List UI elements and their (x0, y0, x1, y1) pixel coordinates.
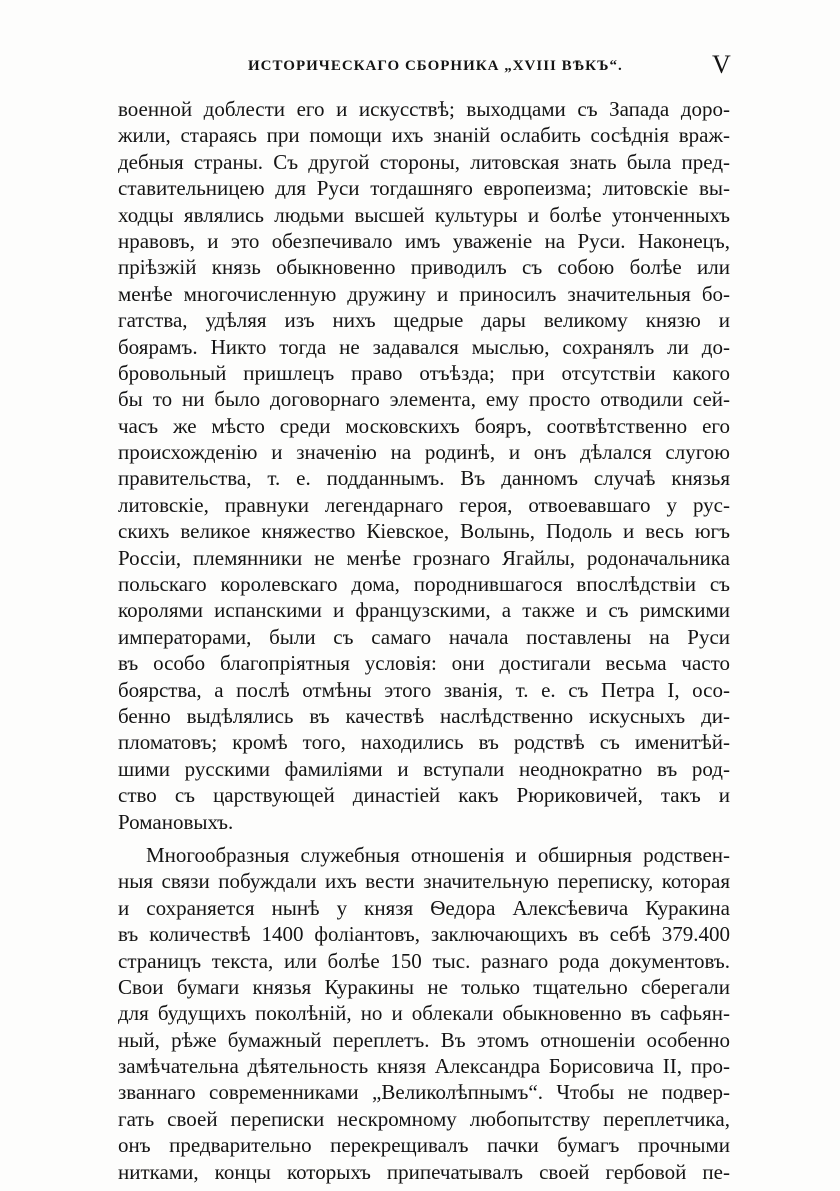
text-line: бы то ни было договорнаго элемента, ему просто отводили сей- (118, 387, 730, 412)
text-line: Романовыхъ. (118, 809, 234, 834)
text-line: нравовъ, и это обезпечивало имъ уваженіе на Руси. Наконецъ, (118, 228, 730, 253)
text-line: скихъ великое княжество Кіевское, Волынь, Подоль и весь югъ (118, 519, 730, 544)
text-line: ставительницею для Руси тогдашняго европеизма; литовскіе вы- (118, 176, 730, 201)
text-line: шими русскими фамиліями и вступали неоднократно въ род- (118, 756, 730, 781)
text-line: военной доблести его и искусствѣ; выходцами съ Запада доро- (118, 97, 730, 121)
page-number: V (712, 50, 732, 79)
text-line: въ количествѣ 1400 фоліантовъ, заключающихъ въ себѣ 379.400 (118, 922, 730, 947)
text-line: въ особо благопріятныя условія: они достигали весьма часто (118, 651, 730, 676)
text-line: ство съ царствующей династіей какъ Рюриковичей, такъ и (118, 783, 730, 808)
paragraph-2 (118, 842, 730, 1185)
text-line: званнаго современниками „Великолѣпнымъ“. Чтобы не подвер- (118, 1080, 730, 1105)
text-line: пріѣзжій князь обыкновенно приводилъ съ собою болѣе или (118, 255, 730, 280)
text-line: замѣчательна дѣятельность князя Александра Борисовича II, про- (118, 1054, 730, 1079)
text-line: и сохраняется нынѣ у князя Ѳедора Алексѣевича Куракина (118, 895, 730, 920)
text-line: гатства, удѣляя изъ нихъ щедрые дары великому князю и (118, 308, 730, 333)
text-line: пломатовъ; кромѣ того, находились въ родствѣ съ именитѣй- (118, 730, 730, 755)
text-line: литовскіе, правнуки легендарнаго героя, отвоевавшаго у рус- (118, 492, 730, 517)
text-line: онъ предварительно перекрещивалъ пачки бумагъ прочными (118, 1133, 730, 1158)
paragraph-1 (118, 96, 730, 835)
text-line: часъ же мѣсто среди московскихъ бояръ, соотвѣтственно его (118, 413, 730, 438)
text-line: жили, стараясь при помощи ихъ знаній ослабить сосѣднія враж- (118, 123, 730, 148)
text-line: дебныя страны. Съ другой стороны, литовская знать была пред- (118, 149, 730, 174)
text-line: ный, рѣже бумажный переплетъ. Въ этомъ отношеніи особенно (118, 1027, 730, 1052)
text-line: боярамъ. Никто тогда не задавался мыслью, сохранялъ ли до- (118, 334, 730, 359)
text-line: боярства, а послѣ отмѣны этого званія, т. е. съ Петра I, осо- (118, 677, 730, 702)
text-line: Многообразныя служебныя отношенія и обширныя родствен- (146, 842, 730, 867)
text-line: ныя связи побуждали ихъ вести значительную переписку, которая (118, 869, 730, 894)
paragraph-gap (118, 835, 730, 842)
text-line: для будущихъ поколѣній, но и облекали обыкновенно въ сафьян- (118, 1001, 730, 1026)
text-line: Свои бумаги князья Куракины не только тщательно сберегали (118, 974, 730, 999)
text-line: страницъ текста, или болѣе 150 тыс. разнаго рода документовъ. (118, 948, 730, 973)
text-line: польскаго королевскаго дома, породнившагося впослѣдствіи съ (118, 572, 730, 597)
body-text (118, 96, 730, 1185)
text-line: менѣе многочисленную дружину и приносилъ значительныя бо- (118, 281, 730, 306)
text-line: происхожденію и значенію на родинѣ, и онъ дѣлался слугою (118, 440, 730, 465)
text-line: королями испанскими и французскими, а также и съ римскими (118, 598, 730, 623)
text-line: бровольный пришлецъ право отъѣзда; при отсутствіи какого (118, 360, 730, 385)
text-line: Россіи, племянники не менѣе грознаго Ягайлы, родоначальника (118, 545, 730, 570)
text-line: бенно выдѣлялись въ качествѣ наслѣдственно искусныхъ ди- (118, 703, 730, 728)
running-title: ИСТОРИЧЕСКАГО СБОРНИКА „XVIII ВѢКЪ“. (248, 58, 623, 74)
text-line: гать своей переписки нескромному любопытству переплетчика, (118, 1106, 730, 1131)
text-line: правительства, т. е. подданнымъ. Въ данномъ случаѣ князья (118, 466, 730, 491)
text-line: императорами, были съ самаго начала поставлены на Руси (118, 624, 730, 649)
text-line: ходцы являлись людьми высшей культуры и болѣе утонченныхъ (118, 202, 730, 227)
text-line: нитками, концы которыхъ припечатывалъ своей гербовой пе- (118, 1159, 730, 1184)
